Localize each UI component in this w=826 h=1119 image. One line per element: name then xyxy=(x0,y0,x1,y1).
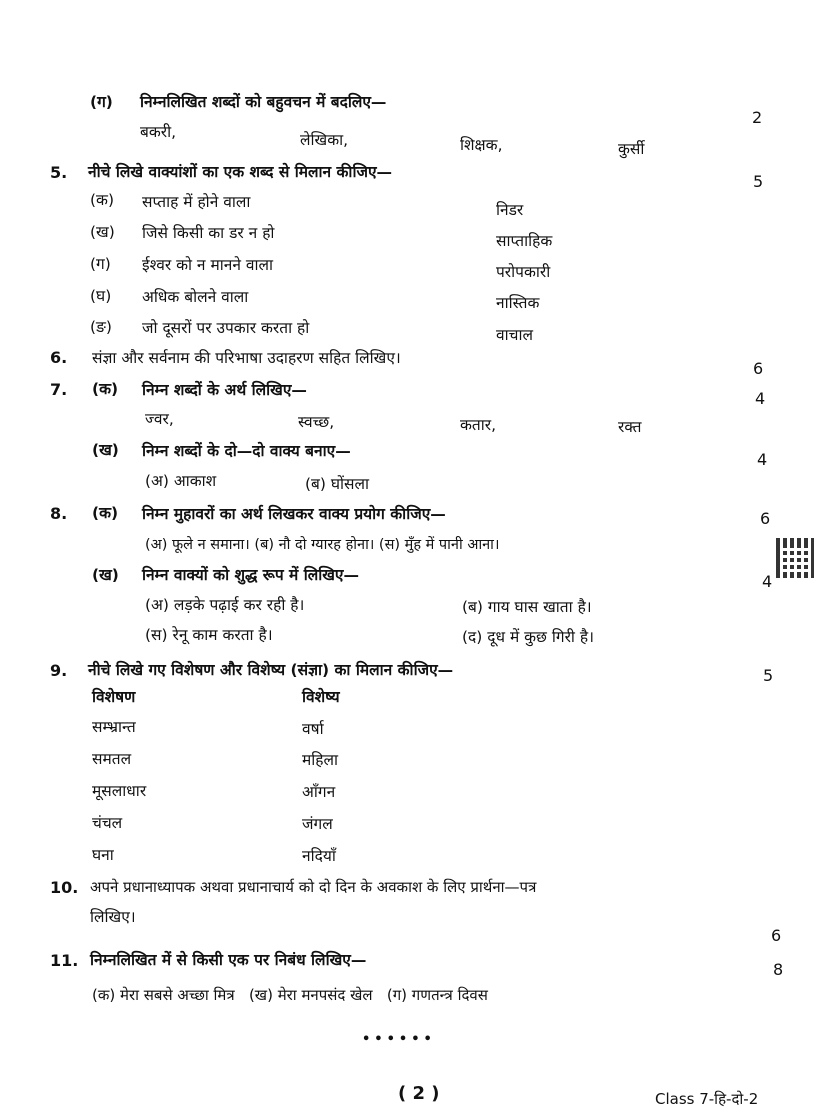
q8b-text: निम्न वाक्यों को शुद्ध रूप में लिखिए— xyxy=(142,566,359,584)
q11-text: निम्नलिखित में से किसी एक पर निबंध लिखिए— xyxy=(90,951,367,969)
q8b-sentence-2: (ब) गाय घास खाता है। xyxy=(462,598,592,616)
q5-number: 5. xyxy=(50,163,68,182)
q4g-word-2: लेखिका, xyxy=(300,131,349,149)
q11-number: 11. xyxy=(50,951,79,970)
q9-right-5: नदियाँ xyxy=(302,847,336,865)
q8b-label: (ख) xyxy=(92,566,119,584)
qr-code xyxy=(776,538,814,578)
q9-col-noun: विशेष्य xyxy=(302,688,340,706)
q9-left-3: मूसलाधार xyxy=(92,782,147,800)
q10-number: 10. xyxy=(50,878,79,897)
class-code: Class 7-हि-दो-2 xyxy=(655,1090,759,1108)
q4g-marks: 2 xyxy=(752,108,763,127)
q5-item-4-phrase: अधिक बोलने वाला xyxy=(142,288,249,306)
q9-right-4: जंगल xyxy=(302,815,333,833)
q6-marks: 6 xyxy=(753,359,764,378)
section-end-stars: •••••• xyxy=(362,1032,436,1047)
q5-item-4-label: (घ) xyxy=(90,287,112,305)
q7b-marks: 4 xyxy=(757,450,768,469)
q6-number: 6. xyxy=(50,348,68,367)
q5-item-3-label: (ग) xyxy=(90,255,111,273)
page-number: ( 2 ) xyxy=(398,1083,440,1104)
q9-marks: 5 xyxy=(763,666,774,685)
q5-item-2-label: (ख) xyxy=(90,223,115,241)
q5-item-3-phrase: ईश्वर को न मानने वाला xyxy=(142,256,274,274)
q7-number: 7. xyxy=(50,380,68,399)
q7a-label: (क) xyxy=(92,380,119,398)
q8a-text: निम्न मुहावरों का अर्थ लिखकर वाक्य प्रयोग कीजिए— xyxy=(142,505,446,523)
q7a-word-3: कतार, xyxy=(460,416,497,434)
q5-item-5-word: वाचाल xyxy=(496,326,533,344)
q7b-label: (ख) xyxy=(92,441,119,459)
q5-item-2-word: साप्ताहिक xyxy=(496,232,553,250)
q4g-text: निम्नलिखित शब्दों को बहुवचन में बदलिए— xyxy=(140,93,387,111)
q7a-text: निम्न शब्दों के अर्थ लिखिए— xyxy=(142,381,307,399)
q5-item-1-word: निडर xyxy=(496,201,524,219)
q5-marks: 5 xyxy=(753,172,764,191)
q9-number: 9. xyxy=(50,661,68,680)
q9-text: नीचे लिखे गए विशेषण और विशेष्य (संज्ञा) का मिलान कीजिए— xyxy=(88,661,454,679)
q8a-marks: 6 xyxy=(760,509,771,528)
q5-item-2-phrase: जिसे किसी का डर न हो xyxy=(142,224,275,242)
q7a-word-1: ज्वर, xyxy=(145,410,174,428)
q4g-word-4: कुर्सी xyxy=(618,140,645,158)
q9-col-adjective: विशेषण xyxy=(92,688,136,706)
q6-text: संज्ञा और सर्वनाम की परिभाषा उदाहरण सहित लिखिए। xyxy=(92,349,401,367)
q5-item-1-phrase: सप्ताह में होने वाला xyxy=(142,193,251,211)
q8a-label: (क) xyxy=(92,504,119,522)
q5-item-5-phrase: जो दूसरों पर उपकार करता हो xyxy=(142,319,310,337)
q9-left-1: सम्भ्रान्त xyxy=(92,718,136,736)
q4g-word-1: बकरी, xyxy=(140,123,177,141)
q7a-word-4: रक्त xyxy=(618,418,642,436)
q5-item-1-label: (क) xyxy=(90,191,114,209)
q8b-marks: 4 xyxy=(762,572,773,591)
q8b-sentence-3: (स) रेनू काम करता है। xyxy=(145,626,273,644)
q8-number: 8. xyxy=(50,504,68,523)
q9-left-5: घना xyxy=(92,846,114,864)
q7a-marks: 4 xyxy=(755,389,766,408)
q11-options: (क) मेरा सबसे अच्छा मित्र (ख) मेरा मनपसंद खेल (ग) गणतन्त्र दिवस xyxy=(92,986,488,1004)
q7b-word-1: (अ) आकाश xyxy=(145,472,217,490)
q9-right-1: वर्षा xyxy=(302,720,324,738)
q9-right-3: आँगन xyxy=(302,783,336,801)
q4g-word-3: शिक्षक, xyxy=(460,136,503,154)
q9-left-4: चंचल xyxy=(92,814,123,832)
q9-right-2: महिला xyxy=(302,751,339,769)
q5-text: नीचे लिखे वाक्यांशों का एक शब्द से मिलान कीजिए— xyxy=(88,163,393,181)
q7b-text: निम्न शब्दों के दो—दो वाक्य बनाए— xyxy=(142,442,351,460)
q7a-word-2: स्वच्छ, xyxy=(298,413,335,431)
q5-item-4-word: नास्तिक xyxy=(496,294,540,312)
q10-marks: 6 xyxy=(771,926,782,945)
q5-item-5-label: (ङ) xyxy=(90,318,112,336)
q5-item-3-word: परोपकारी xyxy=(496,263,551,281)
q8a-idioms: (अ) फूले न समाना। (ब) नौ दो ग्यारह होना। (स) मुँह में पानी आना। xyxy=(145,537,500,553)
q10-text-line2: लिखिए। xyxy=(90,908,136,926)
q9-left-2: समतल xyxy=(92,750,132,768)
q7b-word-2: (ब) घोंसला xyxy=(305,475,370,493)
q10-text-line1: अपने प्रधानाध्यापक अथवा प्रधानाचार्य को दो दिन के अवकाश के लिए प्रार्थना—पत्र xyxy=(90,878,537,896)
q8b-sentence-1: (अ) लड़के पढ़ाई कर रही है। xyxy=(145,596,305,614)
q8b-sentence-4: (द) दूध में कुछ गिरी है। xyxy=(462,628,594,646)
q11-marks: 8 xyxy=(773,960,784,979)
q4g-label: (ग) xyxy=(90,93,113,111)
